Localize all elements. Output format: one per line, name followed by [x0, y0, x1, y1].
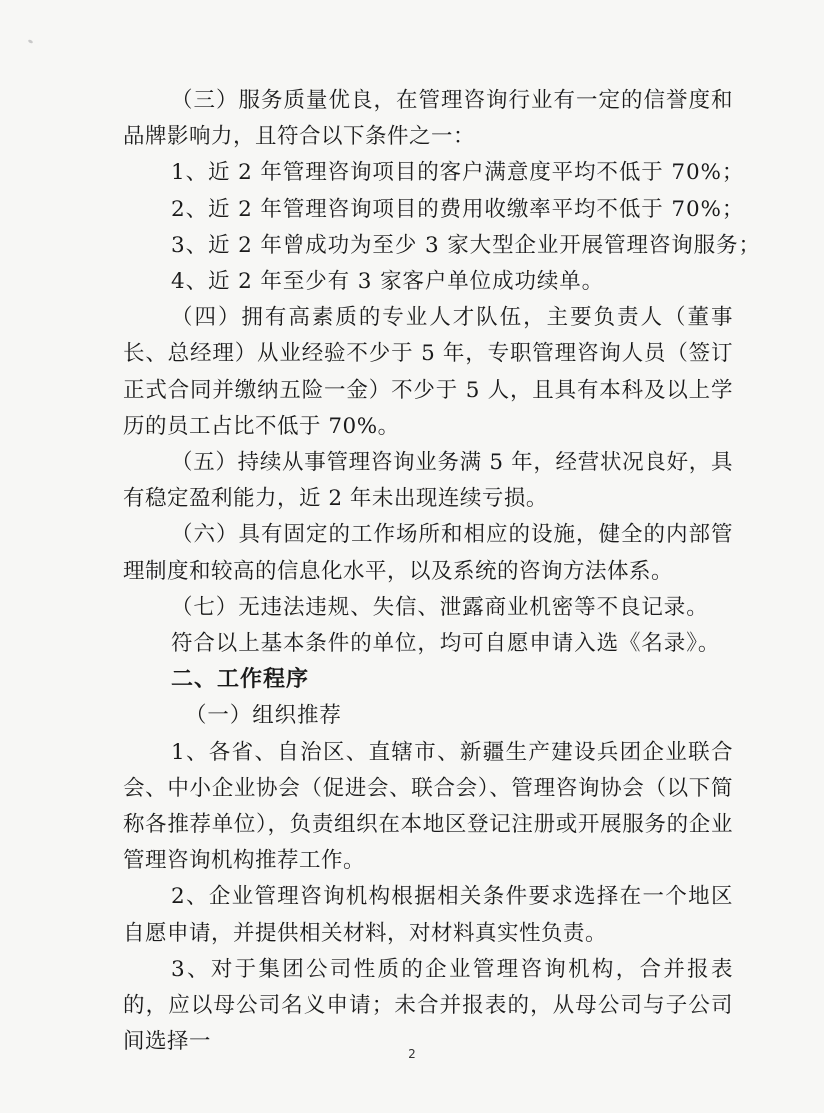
- paragraph-3-item-2: 2、近 2 年管理咨询项目的费用收缴率平均不低于 70%；: [171, 196, 745, 222]
- paragraph-3-item-3: 3、近 2 年曾成功为至少 3 家大型企业开展管理咨询服务；: [171, 232, 761, 258]
- procedure-item-2: 2、企业管理咨询机构根据相关条件要求选择在一个地区自愿申请，并提供相关材料，对材料真实性负责。: [123, 884, 733, 946]
- paragraph-6: （六）具有固定的工作场所和相应的设施，健全的内部管理制度和较高的信息化水平，以及系统的咨询方法体系。: [123, 522, 733, 584]
- paragraph-3-item-1: 1、近 2 年管理咨询项目的客户满意度平均不低于 70%；: [171, 160, 745, 186]
- paragraph-3-intro: （三）服务质量优良，在管理咨询行业有一定的信誉度和品牌影响力，且符合以下条件之一：: [123, 88, 733, 150]
- section-2-heading: 二、工作程序: [171, 667, 310, 693]
- subsection-1-heading: （一）组织推荐: [185, 703, 342, 729]
- document-body: [123, 83, 761, 1060]
- paragraph-4: （四）拥有高素质的专业人才队伍，主要负责人（董事长、总经理）从业经验不少于 5 年，专职管理咨询人员（签订正式合同并缴纳五险一金）不少于 5 人，且具有本科及以上学历的员工占比不低于 70%。: [123, 305, 733, 439]
- paragraph-3-item-4: 4、近 2 年至少有 3 家客户单位成功续单。: [171, 269, 605, 295]
- scan-speck: [28, 39, 34, 44]
- procedure-item-3: 3、对于集团公司性质的企业管理咨询机构，合并报表的，应以母公司名义申请；未合并报表的，从母公司与子公司间选择一: [123, 956, 733, 1055]
- page-number: 2: [408, 1047, 416, 1061]
- paragraph-5: （五）持续从事管理咨询业务满 5 年，经营状况良好，具有稳定盈利能力，近 2 年未出现连续亏损。: [123, 450, 733, 512]
- paragraph-7: （七）无违法违规、失信、泄露商业机密等不良记录。: [171, 594, 709, 620]
- paragraph-conclusion: 符合以上基本条件的单位，均可自愿申请入选《名录》。: [171, 631, 721, 657]
- procedure-item-1: 1、各省、自治区、直辖市、新疆生产建设兵团企业联合会、中小企业协会（促进会、联合会）、管理咨询协会（以下简称各推荐单位），负责组织在本地区登记注册或开展服务的企业管理咨询机构推荐工作。: [123, 739, 733, 874]
